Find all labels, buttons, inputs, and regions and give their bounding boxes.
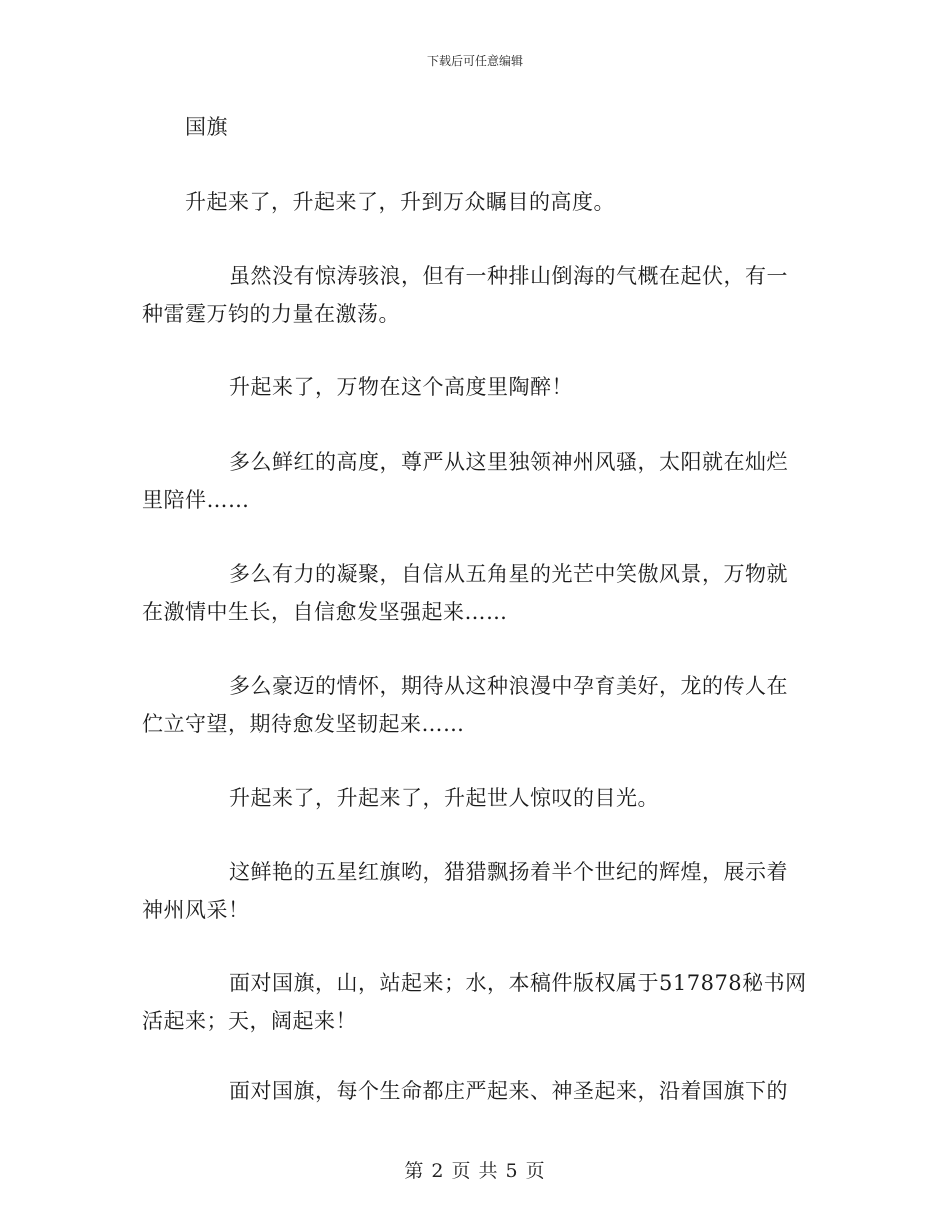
- page-header: 下载后可任意编辑: [426, 54, 523, 68]
- paragraph-7-line-1: 升起来了，升起来了，升起世人惊叹的目光。: [229, 786, 659, 810]
- paragraph-4-line-2: 里陪伴……: [142, 488, 250, 512]
- paragraph-10-line-1: 面对国旗，每个生命都庄严起来、神圣起来，沿着国旗下的: [229, 1079, 788, 1103]
- paragraph-6-line-2: 伫立守望，期待愈发坚韧起来……: [142, 712, 465, 736]
- paragraph-8-line-1: 这鲜艳的五星红旗哟，猎猎飘扬着半个世纪的辉煌，展示着: [229, 860, 788, 884]
- paragraph-2-line-1: 虽然没有惊涛骇浪，但有一种排山倒海的气概在起伏，有一: [229, 264, 788, 288]
- paragraph-4-line-1: 多么鲜红的高度，尊严从这里独领神州风骚，太阳就在灿烂: [229, 450, 788, 474]
- paragraph-8-line-2: 神州风采！: [142, 898, 250, 922]
- paragraph-9-line-2: 活起来；天，阔起来！: [142, 1009, 357, 1033]
- paragraph-5-line-2: 在激情中生长，自信愈发坚强起来……: [142, 600, 508, 624]
- paragraph-6-line-1: 多么豪迈的情怀，期待从这种浪漫中孕育美好，龙的传人在: [229, 674, 788, 698]
- paragraph-5-line-1: 多么有力的凝聚，自信从五角星的光芒中笑傲风景，万物就: [229, 562, 788, 586]
- paragraph-1-line-1: 升起来了，升起来了，升到万众瞩目的高度。: [185, 190, 615, 214]
- document-title: 国旗: [185, 115, 228, 139]
- paragraph-9-line-1: 面对国旗，山，站起来；水，本稿件版权属于517878秘书网: [229, 971, 807, 995]
- paragraph-2-line-2: 种雷霆万钧的力量在激荡。: [142, 302, 400, 326]
- paragraph-3-line-1: 升起来了，万物在这个高度里陶醉！: [229, 375, 573, 399]
- page-number-footer: 第 2 页 共 5 页: [404, 1160, 546, 1182]
